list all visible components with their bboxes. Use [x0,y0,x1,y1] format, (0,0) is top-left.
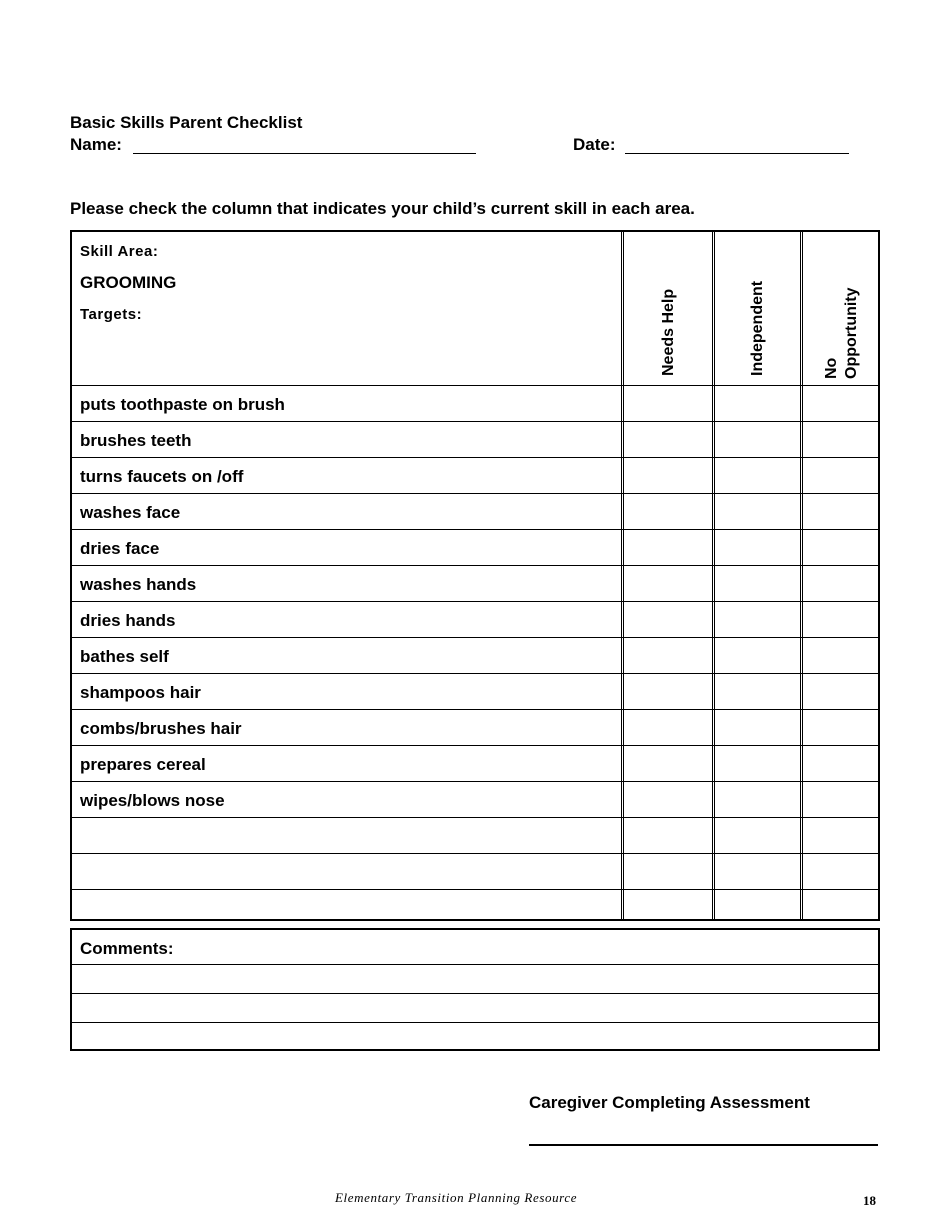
independent-checkbox[interactable] [714,386,800,421]
comment-line [72,993,878,994]
column-header-no-opportunity [822,287,862,379]
no-opportunity-checkbox[interactable] [802,890,880,925]
needs-help-checkbox[interactable] [623,710,712,745]
needs-help-checkbox[interactable] [623,494,712,529]
target-label: puts toothpaste on brush [80,395,285,414]
independent-checkbox[interactable] [714,710,800,745]
independent-checkbox[interactable] [714,638,800,673]
needs-help-checkbox[interactable] [623,782,712,817]
column-divider [800,232,803,919]
date-field-line[interactable] [625,153,849,154]
name-label: Name: [70,135,122,154]
no-opportunity-checkbox[interactable] [802,818,880,853]
column-divider [712,232,715,919]
comment-line [72,964,878,965]
needs-help-checkbox[interactable] [623,818,712,853]
target-label: washes face [80,503,181,522]
name-field-line[interactable] [133,153,476,154]
column-divider [621,232,624,919]
targets-label: Targets: [80,306,143,323]
target-label: bathes self [80,647,169,666]
target-label: washes hands [80,575,197,594]
no-opportunity-checkbox[interactable] [802,458,880,493]
target-label: shampoos hair [80,683,201,702]
independent-checkbox[interactable] [714,422,800,457]
caregiver-label: Caregiver Completing Assessment [529,1093,810,1112]
needs-help-checkbox[interactable] [623,566,712,601]
comment-line [72,1022,878,1023]
no-opportunity-checkbox[interactable] [802,602,880,637]
independent-checkbox[interactable] [714,818,800,853]
target-label: brushes teeth [80,431,192,450]
needs-help-checkbox[interactable] [623,854,712,889]
no-opportunity-checkbox[interactable] [802,782,880,817]
independent-checkbox[interactable] [714,890,800,925]
no-opportunity-checkbox[interactable] [802,566,880,601]
independent-checkbox[interactable] [714,494,800,529]
needs-help-checkbox[interactable] [623,674,712,709]
independent-checkbox[interactable] [714,530,800,565]
column-header-no-opportunity-line1: No [823,357,840,379]
needs-help-checkbox[interactable] [623,530,712,565]
target-label: dries hands [80,611,176,630]
no-opportunity-checkbox[interactable] [802,530,880,565]
needs-help-checkbox[interactable] [623,746,712,781]
no-opportunity-checkbox[interactable] [802,386,880,421]
column-header-needs-help: Needs Help [660,288,677,376]
target-label: combs/brushes hair [80,719,242,738]
needs-help-checkbox[interactable] [623,386,712,421]
column-header-no-opportunity-line2: Opportunity [843,287,860,379]
column-header-independent: Independent [749,280,766,376]
independent-checkbox[interactable] [714,458,800,493]
no-opportunity-checkbox[interactable] [802,422,880,457]
page-number: 18 [863,1193,876,1208]
needs-help-checkbox[interactable] [623,422,712,457]
independent-checkbox[interactable] [714,854,800,889]
date-label: Date: [573,135,616,154]
footer-text: Elementary Transition Planning Resource [335,1190,578,1205]
independent-checkbox[interactable] [714,782,800,817]
no-opportunity-checkbox[interactable] [802,746,880,781]
needs-help-checkbox[interactable] [623,890,712,925]
no-opportunity-checkbox[interactable] [802,674,880,709]
independent-checkbox[interactable] [714,566,800,601]
independent-checkbox[interactable] [714,674,800,709]
caregiver-signature-line[interactable] [529,1144,878,1146]
target-label: wipes/blows nose [80,791,225,810]
target-label: dries face [80,539,160,558]
no-opportunity-checkbox[interactable] [802,854,880,889]
independent-checkbox[interactable] [714,746,800,781]
needs-help-checkbox[interactable] [623,638,712,673]
no-opportunity-checkbox[interactable] [802,494,880,529]
checklist-table [70,230,880,921]
no-opportunity-checkbox[interactable] [802,710,880,745]
target-label: turns faucets on /off [80,467,244,486]
instructions-text: Please check the column that indicates your child’s current skill in each area. [70,199,695,218]
needs-help-checkbox[interactable] [623,602,712,637]
target-label: prepares cereal [80,755,206,774]
document-title: Basic Skills Parent Checklist [70,113,303,132]
skill-area-value: GROOMING [80,273,177,292]
comments-label: Comments: [80,939,174,958]
skill-area-label: Skill Area: [80,243,159,260]
no-opportunity-checkbox[interactable] [802,638,880,673]
needs-help-checkbox[interactable] [623,458,712,493]
independent-checkbox[interactable] [714,602,800,637]
comments-box[interactable] [70,928,880,1051]
